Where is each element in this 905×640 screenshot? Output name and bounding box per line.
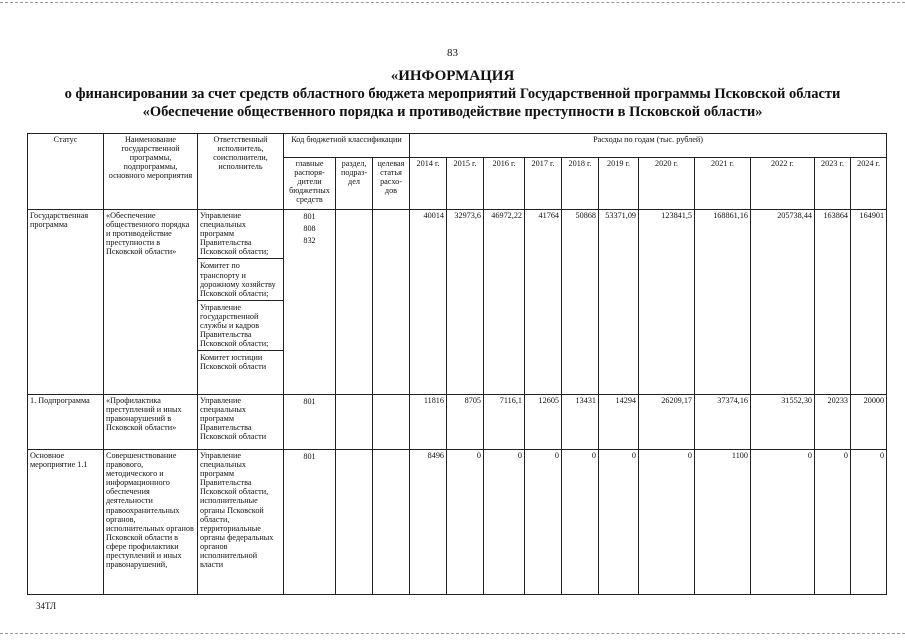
header-code-main: главные распоря-дители бюджетных средств — [284, 158, 336, 210]
row-executors — [198, 210, 284, 395]
row-status: Основное мероприятие 1.1 — [28, 450, 104, 595]
document-subtitle-line-1: о финансировании за счет средств областного бюджета мероприятий Государственной программы Псковской области — [64, 86, 841, 102]
scan-top-edge — [0, 2, 905, 3]
row-value: 40014 — [410, 210, 447, 395]
header-year: 2024 г. — [851, 158, 887, 210]
row-value: 0 — [751, 450, 815, 595]
row-value: 163864 — [815, 210, 851, 395]
row-value: 14294 — [599, 395, 639, 450]
executor-item: Управление специальных программ Правительства Псковской области; — [200, 211, 269, 257]
row-value: 123841,5 — [639, 210, 695, 395]
row-name: «Обеспечение общественного порядка и противодействие преступности в Псковской области» — [104, 210, 198, 395]
row-value: 32973,6 — [447, 210, 484, 395]
row-code-section — [336, 450, 373, 595]
row-executors — [198, 450, 284, 595]
header-year: 2023 г. — [815, 158, 851, 210]
row-value: 37374,16 — [695, 395, 751, 450]
budget-code: 801 — [303, 397, 316, 406]
document-title: «ИНФОРМАЦИЯ — [390, 68, 515, 84]
row-code-section — [336, 210, 373, 395]
header-year: 2014 г. — [410, 158, 447, 210]
row-value: 53371,09 — [599, 210, 639, 395]
row-value: 0 — [851, 450, 887, 595]
header-year: 2020 г. — [639, 158, 695, 210]
row-value: 50868 — [562, 210, 599, 395]
document-subtitle-line-2: «Обеспечение общественного порядка и противодействие преступности в Псковской области» — [142, 104, 763, 120]
header-status: Статус — [28, 134, 104, 210]
row-code-article — [373, 450, 410, 595]
financing-table — [27, 133, 887, 595]
header-year: 2022 г. — [751, 158, 815, 210]
budget-code: 808 — [303, 224, 316, 233]
document-code: 34ТЛ — [36, 601, 57, 611]
row-value: 7116,1 — [484, 395, 525, 450]
row-value: 20233 — [815, 395, 851, 450]
scan-bottom-edge — [0, 633, 905, 634]
row-code-main — [284, 395, 336, 450]
row-status: Государственная программа — [28, 210, 104, 395]
row-name: Совершенствование правового, методического и информационного обеспечения деятельности правоохранительных органов, исполнительных органов Псковской области в сфере профилактики преступлений и иных правонарушений, — [104, 450, 198, 595]
row-value: 12605 — [525, 395, 562, 450]
row-value: 31552,30 — [751, 395, 815, 450]
row-value: 0 — [525, 450, 562, 595]
row-value: 8705 — [447, 395, 484, 450]
row-value: 0 — [562, 450, 599, 595]
row-value: 46972,22 — [484, 210, 525, 395]
row-code-main — [284, 210, 336, 395]
row-value: 168861,16 — [695, 210, 751, 395]
header-year: 2021 г. — [695, 158, 751, 210]
header-name: Наименование государственной программы, подпрограммы, основного мероприятия — [104, 134, 198, 210]
row-value: 164901 — [851, 210, 887, 395]
budget-code: 801 — [303, 452, 316, 461]
header-code-section: раздел, подраз-дел — [336, 158, 373, 210]
table-row — [28, 210, 887, 395]
executor-item: Комитет по транспорту и дорожному хозяйству Псковской области; — [198, 258, 283, 297]
row-value: 20000 — [851, 395, 887, 450]
row-value: 0 — [447, 450, 484, 595]
row-value: 26209,17 — [639, 395, 695, 450]
row-value: 13431 — [562, 395, 599, 450]
row-executors — [198, 395, 284, 450]
row-value: 0 — [484, 450, 525, 595]
row-code-article — [373, 210, 410, 395]
row-name: «Профилактика преступлений и иных правонарушений в Псковской области» — [104, 395, 198, 450]
row-code-article — [373, 395, 410, 450]
row-value: 205738,44 — [751, 210, 815, 395]
row-value: 0 — [815, 450, 851, 595]
executor-item: Управление государственной службы и кадров Правительства Псковской области; — [198, 300, 283, 348]
table-row — [28, 450, 887, 595]
row-code-main — [284, 450, 336, 595]
budget-code: 832 — [303, 236, 316, 245]
row-value: 8496 — [410, 450, 447, 595]
executor-item: Управление специальных программ Правительства Псковской области — [200, 396, 267, 442]
row-code-section — [336, 395, 373, 450]
row-value: 0 — [599, 450, 639, 595]
header-year: 2015 г. — [447, 158, 484, 210]
header-year: 2016 г. — [484, 158, 525, 210]
row-value: 0 — [639, 450, 695, 595]
table-row — [28, 395, 887, 450]
header-year: 2019 г. — [599, 158, 639, 210]
budget-code: 801 — [303, 212, 316, 221]
executor-item: Комитет юстиции Псковской области — [198, 350, 283, 371]
row-value: 11816 — [410, 395, 447, 450]
header-executor: Ответственный исполнитель, соисполнители, исполнитель — [198, 134, 284, 210]
row-value: 1100 — [695, 450, 751, 595]
header-code-article: целевая статья расхо-дов — [373, 158, 410, 210]
header-budget-code: Код бюджетной классификации — [284, 134, 410, 158]
header-year: 2017 г. — [525, 158, 562, 210]
row-value: 41764 — [525, 210, 562, 395]
header-year: 2018 г. — [562, 158, 599, 210]
header-expenses: Расходы по годам (тыс. рублей) — [410, 134, 887, 158]
page-number: 83 — [447, 47, 458, 59]
row-status: 1. Подпрограмма — [28, 395, 104, 450]
executor-item: Управление специальных программ Правительства Псковской области, исполнительные органы Псковской области, территориальные органы федеральных органов исполнительной власти — [200, 451, 274, 570]
